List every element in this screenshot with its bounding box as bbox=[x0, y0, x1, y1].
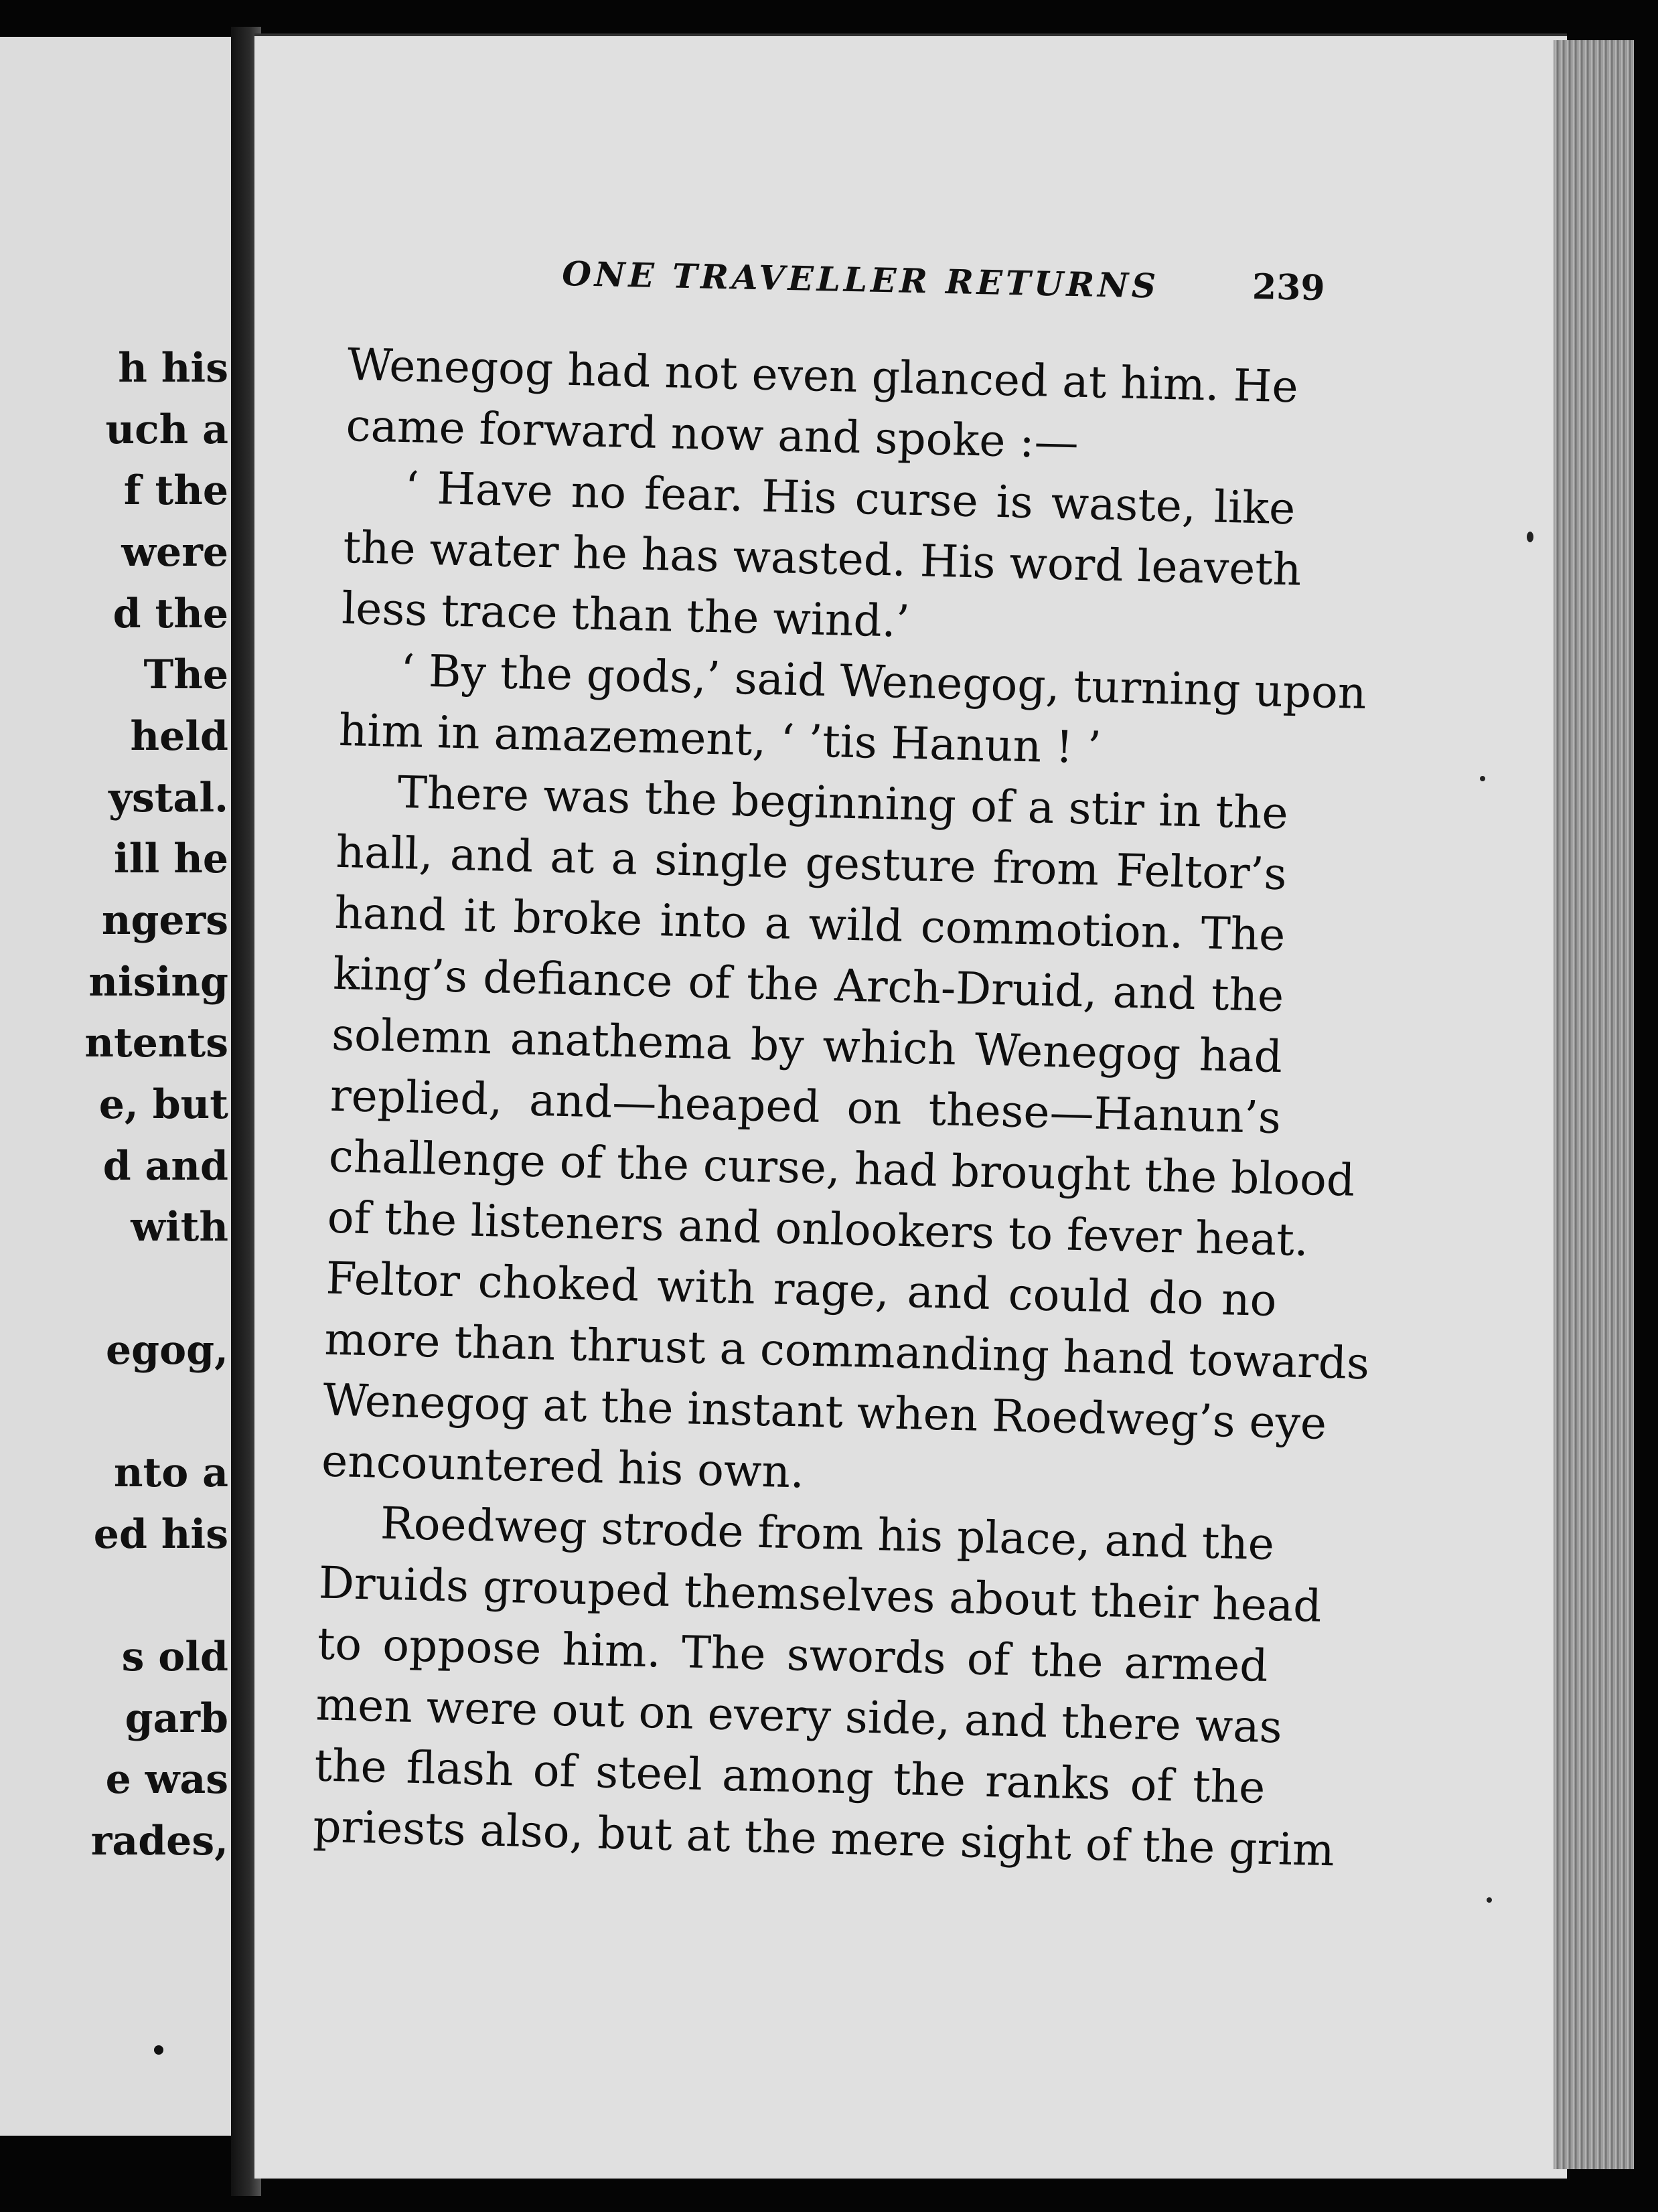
right-page bbox=[254, 33, 1567, 2179]
left-page-line: rades, bbox=[90, 1818, 228, 1865]
left-page-line: with bbox=[131, 1204, 228, 1251]
left-page-line: e was bbox=[105, 1756, 228, 1803]
left-facing-page bbox=[0, 37, 235, 2136]
left-page-line: garb bbox=[125, 1695, 228, 1742]
left-page-line: d the bbox=[112, 590, 228, 637]
left-page-line: nising bbox=[88, 959, 228, 1006]
text-line: Wenegog at the instant when Roedweg’s eye bbox=[322, 1374, 1327, 1449]
text-line: more than thrust a commanding hand towards bbox=[323, 1313, 1370, 1390]
text-line: encountered his own. bbox=[321, 1435, 805, 1498]
left-page-line: h his bbox=[118, 345, 228, 392]
running-head: ONE TRAVELLER RETURNS bbox=[561, 254, 1160, 306]
text-line: ‘ By the gods,’ said Wenegog, turning upon bbox=[400, 644, 1367, 719]
left-page-line: were bbox=[121, 529, 228, 576]
left-page-line: s old bbox=[121, 1634, 228, 1680]
ink-speck bbox=[1527, 532, 1533, 542]
text-line: him in amazement, ‘ ’tis Hanun ! ’ bbox=[338, 704, 1102, 774]
left-page-line: ngers bbox=[101, 897, 228, 944]
text-line: replied, and—heaped on these—Hanun’s bbox=[329, 1069, 1282, 1144]
left-page-line: d and bbox=[102, 1143, 228, 1190]
page-number: 239 bbox=[1252, 266, 1326, 309]
text-line: came forward now and spoke :— bbox=[345, 399, 1079, 469]
left-page-line: ntents bbox=[84, 1020, 228, 1066]
text-line: ‘ Have no fear. His curse is waste, like bbox=[404, 462, 1296, 535]
left-page-line: ystal. bbox=[108, 775, 228, 821]
text-line: priests also, but at the mere sight of the grim bbox=[312, 1800, 1335, 1877]
body-text bbox=[312, 334, 1370, 1879]
left-page-line: f the bbox=[123, 467, 228, 514]
text-line: solemn anathema by which Wenegog had bbox=[331, 1008, 1283, 1083]
left-page-line: uch a bbox=[105, 406, 228, 453]
ink-speck bbox=[1480, 776, 1485, 781]
text-line: Druids grouped themselves about their head bbox=[318, 1557, 1323, 1632]
text-line: hall, and at a single gesture from Feltor’s bbox=[335, 825, 1288, 900]
left-page-line: The bbox=[143, 651, 228, 698]
text-line: the flash of steel among the ranks of the bbox=[313, 1739, 1266, 1814]
text-line: king’s defiance of the Arch-Druid, and the bbox=[332, 947, 1285, 1022]
left-page-line: held bbox=[130, 713, 228, 760]
text-line: Wenegog had not even glanced at him. He bbox=[347, 338, 1299, 413]
ink-speck bbox=[1487, 1897, 1492, 1903]
page-edges bbox=[1554, 40, 1634, 2169]
text-line: to oppose him. The swords of the armed bbox=[316, 1617, 1269, 1692]
text-line: of the listeners and onlookers to fever heat. bbox=[327, 1191, 1309, 1267]
text-line: hand it broke into a wild commotion. The bbox=[333, 886, 1286, 961]
left-page-line: e, but bbox=[98, 1081, 228, 1128]
text-line: men were out on every side, and there was bbox=[315, 1678, 1283, 1753]
left-page-line: ed his bbox=[93, 1511, 228, 1558]
left-page-line: egog, bbox=[106, 1327, 228, 1374]
left-page-line: ill he bbox=[113, 836, 228, 882]
text-line: Feltor choked with rage, and could do no bbox=[325, 1252, 1278, 1327]
text-line: There was the beginning of a stir in the bbox=[396, 766, 1289, 840]
ink-speck bbox=[154, 2045, 163, 2055]
text-line: challenge of the curse, had brought the blood bbox=[328, 1130, 1356, 1206]
text-line: less trace than the wind.’ bbox=[341, 582, 911, 647]
text-line: Roedweg strode from his place, and the bbox=[380, 1497, 1275, 1571]
text-line: the water he has wasted. His word leaveth bbox=[342, 521, 1302, 596]
left-page-line: nto a bbox=[113, 1449, 228, 1496]
